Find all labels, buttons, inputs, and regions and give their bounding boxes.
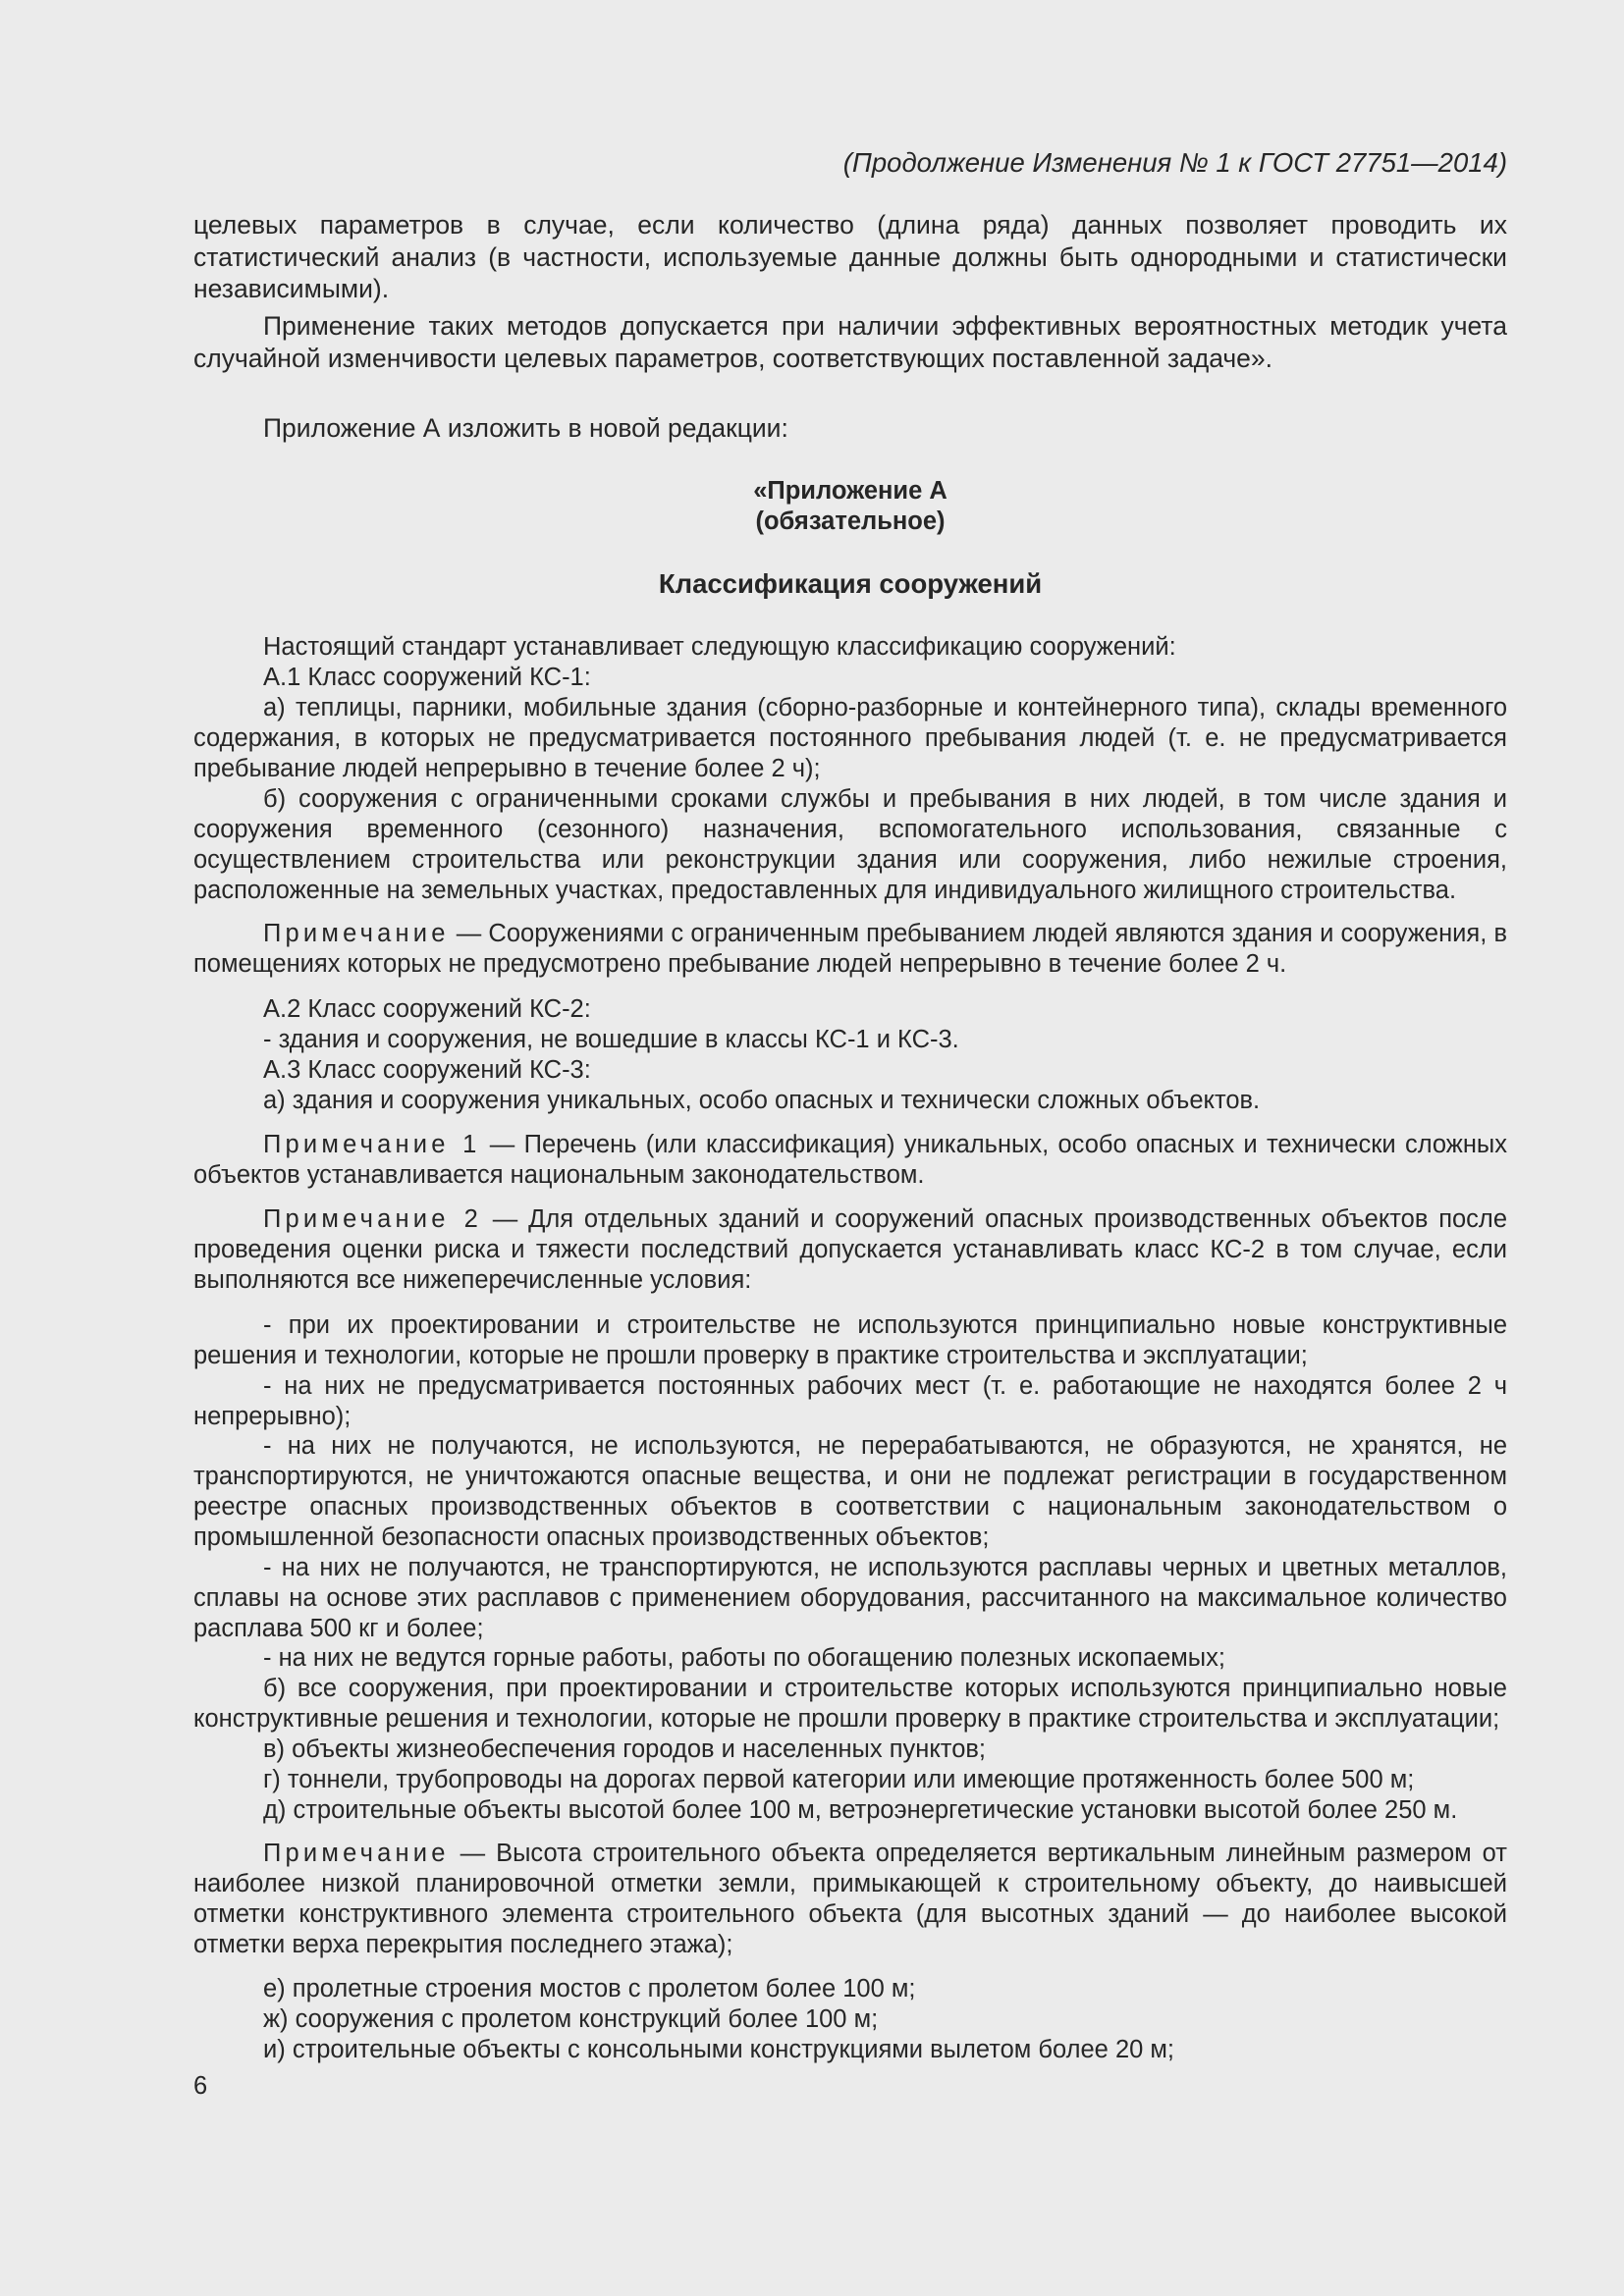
class-ks1-title: А.1 Класс сооружений КС-1: bbox=[263, 664, 591, 691]
class-ks3-item-a: а) здания и сооружения уникальных, особо опасных и технически сложных объектов. bbox=[263, 1087, 1261, 1114]
note-text: — Сооружениями с ограниченным пребыванием людей являются здания и сооружения, в помещениях которых не предусмотрено пребывание людей непрерывно в течение более 2 ч. bbox=[193, 920, 1507, 978]
note-height bbox=[193, 1839, 1507, 1960]
condition-2: - на них не предусматривается постоянных рабочих мест (т. е. работающие не находятся более 2 ч непрерывно); bbox=[193, 1372, 1507, 1430]
class-ks3-item-g: г) тоннели, трубопроводы на дорогах первой категории или имеющие протяженность более 500 м; bbox=[263, 1766, 1415, 1793]
condition-1: - при их проектировании и строительстве не используются принципиально новые конструктивные решения и технологии, которые не прошли проверку в практике строительства и эксплуатации; bbox=[193, 1311, 1507, 1369]
section-heading: Классификация сооружений bbox=[658, 568, 1043, 599]
class-ks3-item-e: е) пролетные строения мостов с пролетом более 100 м; bbox=[263, 1975, 916, 2002]
note-ks1 bbox=[193, 919, 1507, 980]
page-number: 6 bbox=[193, 2072, 208, 2100]
intro-paragraph-continuation: целевых параметров в случае, если количество (длина ряда) данных позволяет проводить их статистический анализ (в частности, используемые данные должны быть однородными и статистически независимыми). bbox=[193, 210, 1507, 303]
class-ks2-item: - здания и сооружения, не вошедшие в классы КС-1 и КС-3. bbox=[263, 1026, 959, 1053]
class-ks3-title: А.3 Класс сооружений КС-3: bbox=[263, 1056, 591, 1084]
appendix-status: (обязательное) bbox=[755, 507, 946, 535]
note-2-label: Примечание 2 bbox=[263, 1205, 482, 1233]
class-ks1-item-b: б) сооружения с ограниченными сроками службы и пребывания в них людей, в том числе здания и сооружения временного (сезонного) назначения, вспомогательного использования, связанные с осуществлением строительства или реконструкции здания или сооружения, либо нежилые строения, расположенные на земельных участках, предоставленных для индивидуального жилищного строительства. bbox=[193, 785, 1507, 904]
note-1 bbox=[193, 1130, 1507, 1191]
class-ks3-item-zh: ж) сооружения с пролетом конструкций более 100 м; bbox=[263, 2005, 879, 2033]
condition-4: - на них не получаются, не транспортируются, не используются расплавы черных и цветных металлов, сплавы на основе этих расплавов с применением оборудования, рассчитанного на максимальное количество расплава 500 кг и более; bbox=[193, 1554, 1507, 1642]
classification-intro: Настоящий стандарт устанавливает следующую классификацию сооружений: bbox=[263, 633, 1176, 661]
condition-5: - на них не ведутся горные работы, работы по обогащению полезных ископаемых; bbox=[263, 1644, 1225, 1672]
class-ks3-item-b: б) все сооружения, при проектировании и строительстве которых используются принципиально новые конструктивные решения и технологии, которые не прошли проверку в практике строительства и эксплуатации; bbox=[193, 1675, 1507, 1733]
condition-3: - на них не получаются, не используются, не перерабатываются, не образуются, не хранятся, не транспортируются, не уничтожаются опасные вещества, и они не подлежат регистрации в государственном реестре опасных производственных объектов в соответствии с национальным законодательством о промышленной безопасности опасных производственных объектов; bbox=[193, 1432, 1507, 1551]
appendix-title: «Приложение А bbox=[753, 477, 947, 505]
intro-paragraph-methods: Применение таких методов допускается при наличии эффективных вероятностных методик учета случайной изменчивости целевых параметров, соответствующих поставленной задаче». bbox=[193, 311, 1507, 373]
note-height-text: — Высота строительного объекта определяется вертикальным линейным размером от наиболее низкой планировочной отметки земли, примыкающей к строительному объекту, до наивысшей отметки конструктивного элемента строительного объекта (для высотных зданий — до наиболее высокой отметки верха перекрытия последнего этажа); bbox=[193, 1840, 1507, 1958]
note-height-label: Примечание bbox=[263, 1840, 450, 1867]
intro-paragraph-instruction: Приложение А изложить в новой редакции: bbox=[263, 413, 788, 443]
class-ks3-item-v: в) объекты жизнеобеспечения городов и населенных пунктов; bbox=[263, 1735, 987, 1763]
note-2 bbox=[193, 1204, 1507, 1296]
note-label: Примечание bbox=[263, 920, 450, 947]
running-header: (Продолжение Изменения № 1 к ГОСТ 27751—2014) bbox=[842, 147, 1507, 178]
class-ks3-item-i: и) строительные объекты с консольными конструкциями вылетом более 20 м; bbox=[263, 2036, 1175, 2063]
note-1-label: Примечание 1 bbox=[263, 1131, 481, 1158]
note-2-text: — Для отдельных зданий и сооружений опасных производственных объектов после проведения оценки риска и тяжести последствий допускается устанавливать класс КС-2 в том случае, если выполняются все нижеперечисленные условия: bbox=[193, 1205, 1507, 1294]
class-ks3-item-d: д) строительные объекты высотой более 100 м, ветроэнергетические установки высотой более 250 м. bbox=[263, 1796, 1458, 1824]
note-1-text: — Перечень (или классификация) уникальных, особо опасных и технически сложных объектов устанавливается национальным законодательством. bbox=[193, 1131, 1507, 1189]
class-ks2-title: А.2 Класс сооружений КС-2: bbox=[263, 995, 591, 1023]
class-ks1-item-a: а) теплицы, парники, мобильные здания (сборно-разборные и контейнерного типа), склады временного содержания, в которых не предусматривается постоянного пребывания людей (т. е. не предусматривается пребывание людей непрерывно в течение более 2 ч); bbox=[193, 694, 1507, 782]
